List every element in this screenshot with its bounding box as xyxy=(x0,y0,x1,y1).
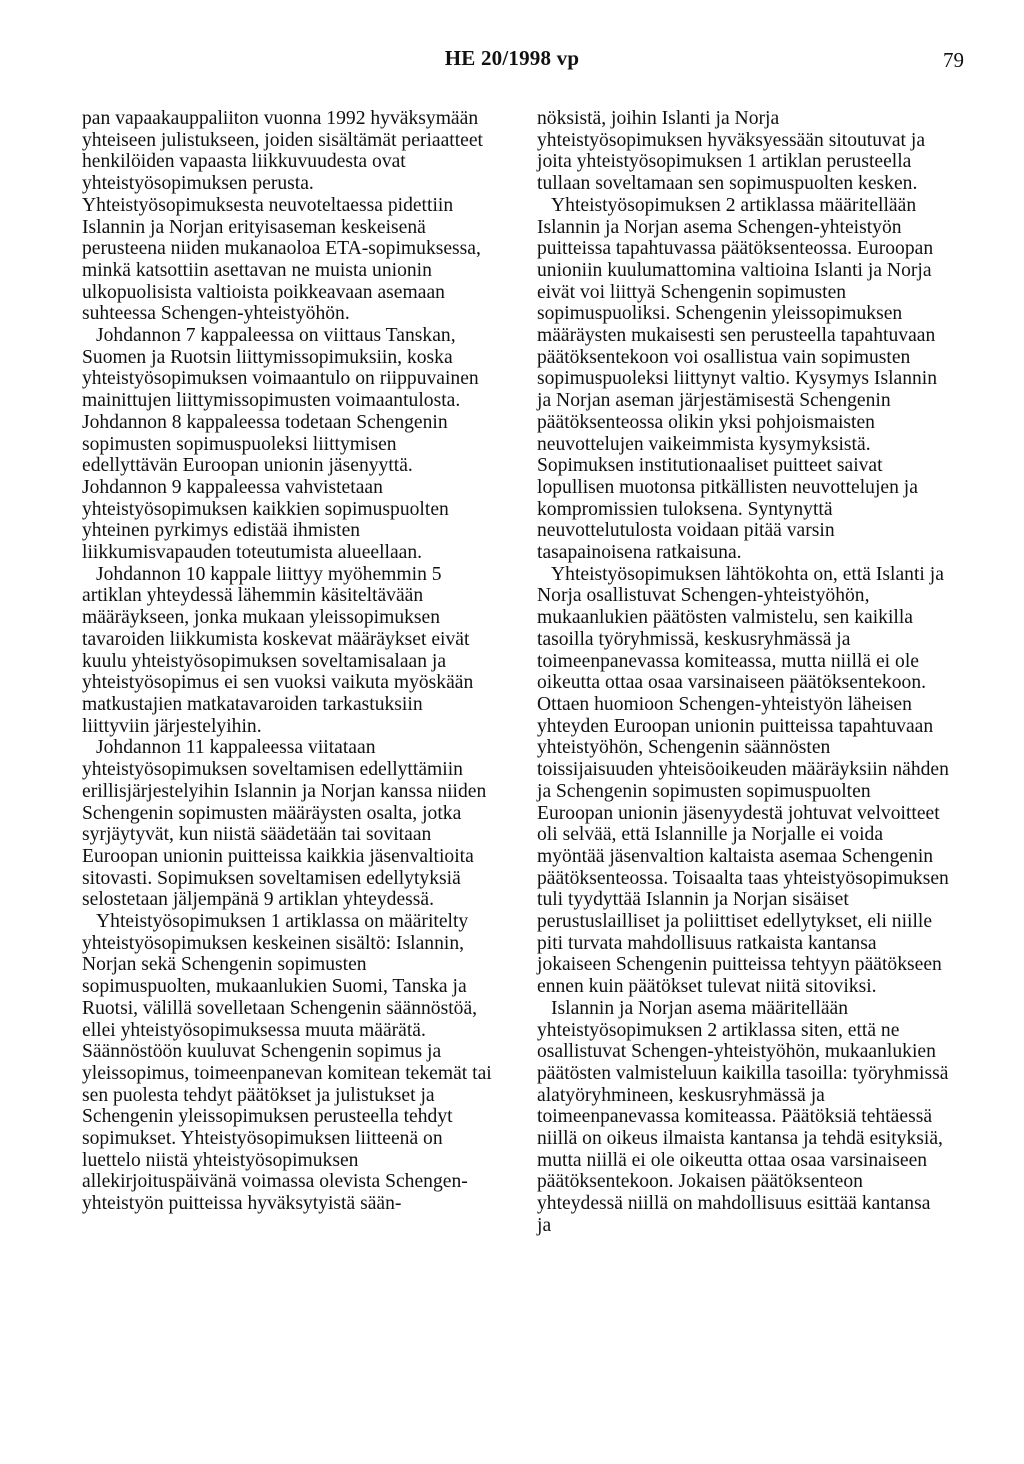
paragraph: Yhteistyösopimuksen lähtökohta on, että Islanti ja Norja osallistuvat Schengen-yhteistyöhön, mukaanlukien päätösten valmistelu, sen kaikilla tasoilla työryhmissä, keskusryhmässä ja toimeenpanevassa komiteassa, mutta niillä ei ole oikeutta ottaa osaa varsinaiseen päätöksentekoon. Ottaen huomioon Schengen-yhteistyön läheisen yhteyden Euroopan unionin puitteissa tapahtuvaan yhteistyöhön, Schengenin säännösten toissijaisuuden yhteisöoikeuden määräyksiin nähden ja Schengenin sopimusten sopimuspuolten Euroopan unionin jäsenyydestä johtuvat velvoitteet oli selvää, että Islannille ja Norjalle ei voida myöntää jäsenvaltion kaltaista asemaa Schengenin päätöksenteossa. Toisaalta taas yhteistyösopimuksen tuli tyydyttää Islannin ja Norjan sisäiset perustuslailliset ja poliittiset edellytykset, eli niille piti turvata mahdollisuus ratkaista kantansa jokaiseen Schengenin puitteissa tehtyyn päätökseen ennen kuin päätökset tulevat niitä sitoviksi. xyxy=(537,563,949,998)
paragraph: Yhteistyösopimuksen 1 artiklassa on määritelty yhteistyösopimuksen keskeinen sisältö: Islannin, Norjan sekä Schengenin sopimusten sopimuspuolten, mukaanlukien Suomi, Tanska ja Ruotsi, välillä sovelletaan Schengenin säännöstöä, ellei yhteistyösopimuksessa muuta määrätä. Säännöstöön kuuluvat Schengenin sopimus ja yleissopimus, toimeenpanevan komitean tekemät tai sen puolesta tehdyt päätökset ja julistukset ja Schengenin yleissopimuksen perusteella tehdyt sopimukset. Yhteistyösopimuksen liitteenä on luettelo niistä yhteistyösopimuksen allekirjoituspäivänä voimassa olevista Schengen-yhteistyön puitteissa hyväksytyistä sään- xyxy=(82,911,492,1215)
paragraph: pan vapaakauppaliiton vuonna 1992 hyväksymään yhteiseen julistukseen, joiden sisältämät periaatteet henkilöiden vapaasta liikkuvuudesta ovat yhteistyösopimuksen perusta. Yhteistyösopimuksesta neuvoteltaessa pidettiin Islannin ja Norjan erityisaseman keskeisenä perusteena niiden mukanaoloa ETA-sopimuksessa, minkä katsottiin asettavan ne muista unionin ulkopuolisista valtioista poikkeavaan asemaan suhteessa Schengen-yhteistyöhön. xyxy=(82,108,484,325)
paragraph: nöksistä, joihin Islanti ja Norja yhteistyösopimuksen hyväksyessään sitoutuvat ja joita yhteistyösopimuksen 1 artiklan perusteella tullaan soveltamaan sen sopimuspuolten kesken. xyxy=(537,108,926,195)
right-column xyxy=(537,108,949,1237)
paragraph: Johdannon 7 kappaleessa on viittaus Tanskan, Suomen ja Ruotsin liittymissopimuksiin, koska yhteistyösopimuksen voimaantulo on riippuvainen mainittujen liittymissopimusten voimaantulosta. Johdannon 8 kappaleessa todetaan Schengenin sopimusten sopimuspuoleksi liittymisen edellyttävän Euroopan unionin jäsenyyttä. Johdannon 9 kappaleessa vahvistetaan yhteistyösopimuksen kaikkien sopimuspuolten yhteinen pyrkimys edistää ihmisten liikkumisvapauden toteutumista alueellaan. xyxy=(82,325,479,564)
paragraph: Johdannon 10 kappale liittyy myöhemmin 5 artiklan yhteydessä lähemmin käsiteltävään määräykseen, jonka mukaan yleissopimuksen tavaroiden liikkumista koskevat määräykset eivät kuulu yhteistyösopimuksen soveltamisalaan ja yhteistyösopimus ei sen vuoksi vaikuta myöskään matkustajien matkatavaroiden tarkastuksiin liittyviin järjestelyihin. xyxy=(82,563,474,737)
left-column xyxy=(82,108,494,1215)
paragraph: Johdannon 11 kappaleessa viitataan yhteistyösopimuksen soveltamisen edellyttämiin erillisjärjestelyihin Islannin ja Norjan kanssa niiden Schengenin sopimusten määräysten osalta, jotka syrjäytyvät, kun niistä säädetään tai sovitaan Euroopan unionin puitteissa kaikkia jäsenvaltioita sitovasti. Sopimuksen soveltamisen edellytyksiä selostetaan jäljempänä 9 artiklan yhteydessä. xyxy=(82,737,487,911)
paragraph: Islannin ja Norjan asema määritellään yhteistyösopimuksen 2 artiklassa siten, että ne osallistuvat Schengen-yhteistyöhön, mukaanlukien päätösten valmisteluun kaikilla tasoilla: työryhmissä alatyöryhmineen, keskusryhmässä ja toimeenpanevassa komiteassa. Päätöksiä tehtäessä niillä on oikeus ilmaista kantansa ja tehdä esityksiä, mutta niillä ei ole oikeutta ottaa osaa varsinaiseen päätöksentekoon. Jokaisen päätöksenteon yhteydessä niillä on mahdollisuus esittää kantansa ja xyxy=(537,997,949,1236)
paragraph: Yhteistyösopimuksen 2 artiklassa määritellään Islannin ja Norjan asema Schengen-yhteistyön puitteissa tapahtuvassa päätöksenteossa. Euroopan unioniin kuulumattomina valtioina Islanti ja Norja eivät voi liittyä Schengenin sopimusten sopimuspuoliksi. Schengenin yleissopimuksen määräysten mukaisesti sen perusteella tapahtuvaan päätöksentekoon voi osallistua vain sopimusten sopimuspuoleksi liittynyt valtio. Kysymys Islannin ja Norjan aseman järjestämisestä Schengenin päätöksenteossa olikin yksi pohjoismaisten neuvottelujen vaikeimmista kysymyksistä. Sopimuksen institutionaaliset puitteet saivat lopullisen muotonsa pitkällisten neuvottelujen ja kompromissien tuloksena. Syntynyttä neuvottelutulosta voidaan pitää varsin tasapainoisena ratkaisuna. xyxy=(537,194,938,564)
document-id: HE 20/1998 vp xyxy=(444,46,580,70)
page-header xyxy=(0,46,1024,78)
page-number: 79 xyxy=(943,48,964,72)
